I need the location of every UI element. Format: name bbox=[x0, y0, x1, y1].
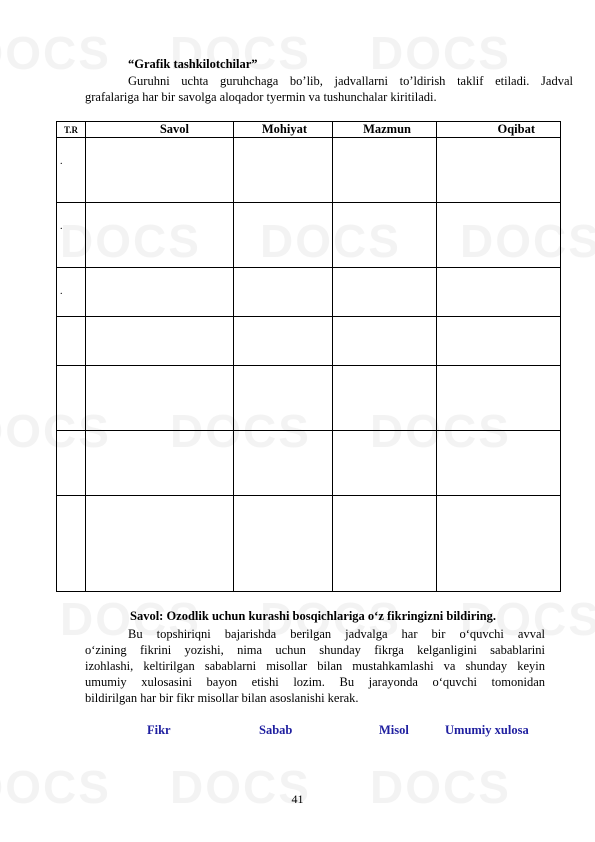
column-label-sabab: Sabab bbox=[259, 723, 293, 737]
row-number-cell: . bbox=[57, 138, 86, 203]
table-cell bbox=[333, 203, 437, 268]
table-cell bbox=[234, 138, 333, 203]
table-cell bbox=[437, 431, 561, 496]
table-cell bbox=[437, 138, 561, 203]
column-header-savol: Savol bbox=[86, 122, 234, 138]
watermark-text bbox=[370, 26, 511, 80]
terms-table bbox=[56, 121, 561, 592]
table-cell bbox=[234, 317, 333, 366]
table-cell bbox=[86, 496, 234, 592]
table-cell bbox=[86, 203, 234, 268]
intro-line: grafalariga har bir savolga aloqador tyermin va tushunchalar kiritiladi. bbox=[85, 90, 437, 104]
task-line: Bu topshiriqni bajarishda berilgan jadvalga har bir o‘quvchi avval bbox=[128, 627, 545, 641]
table-cell bbox=[333, 366, 437, 431]
table-cell bbox=[86, 431, 234, 496]
column-label-fikr: Fikr bbox=[147, 723, 171, 737]
column-header-mohiyat: Mohiyat bbox=[234, 122, 333, 138]
table-cell bbox=[234, 268, 333, 317]
column-label-umumiy-xulosa: Umumiy xulosa bbox=[445, 723, 529, 737]
table-cell bbox=[333, 317, 437, 366]
row-number-cell bbox=[57, 317, 86, 366]
table-row bbox=[57, 203, 561, 268]
section-heading: “Grafik tashkilotchilar” bbox=[128, 57, 258, 71]
table-cell bbox=[86, 268, 234, 317]
task-line: bildirilgan har bir fikr misollar bilan asoslanishi kerak. bbox=[85, 691, 359, 705]
table-row bbox=[57, 268, 561, 317]
table-header-row bbox=[57, 122, 561, 138]
intro-line: Guruhni uchta guruhchaga bo’lib, jadvallarni to’ldirish taklif etiladi. Jadval bbox=[128, 74, 573, 88]
table-cell bbox=[234, 431, 333, 496]
table-cell bbox=[437, 496, 561, 592]
column-header-tr: T.R bbox=[57, 122, 86, 138]
table-cell bbox=[333, 496, 437, 592]
column-label-misol: Misol bbox=[379, 723, 409, 737]
column-header-mazmun: Mazmun bbox=[333, 122, 437, 138]
table-cell bbox=[234, 496, 333, 592]
table-cell bbox=[437, 203, 561, 268]
table-cell bbox=[234, 203, 333, 268]
table-cell bbox=[437, 268, 561, 317]
table-row bbox=[57, 366, 561, 431]
task-line: izohlashi, keltirilgan sabablarni misollar bilan mustahkamlashi va shunday keyin bbox=[85, 659, 545, 673]
column-header-oqibat: Oqibat bbox=[437, 122, 561, 138]
table-cell bbox=[86, 317, 234, 366]
table-row bbox=[57, 138, 561, 203]
table-cell bbox=[86, 366, 234, 431]
task-line: o‘zining fikrini yozishi, nima uchun shunday fikrga kelganligini sabablarini bbox=[85, 643, 545, 657]
table-row bbox=[57, 431, 561, 496]
row-number-cell bbox=[57, 366, 86, 431]
page-number: 41 bbox=[291, 792, 304, 806]
table-cell bbox=[333, 268, 437, 317]
row-number-cell bbox=[57, 431, 86, 496]
watermark-text bbox=[0, 26, 111, 80]
table-row bbox=[57, 317, 561, 366]
table-cell bbox=[437, 366, 561, 431]
row-number-cell: . bbox=[57, 203, 86, 268]
table-row bbox=[57, 496, 561, 592]
table-cell bbox=[86, 138, 234, 203]
table-cell bbox=[333, 431, 437, 496]
table-cell bbox=[437, 317, 561, 366]
task-line: umumiy xulosasini bayon etishi lozim. Bu jarayonda o‘quvchi tomonidan bbox=[85, 675, 545, 689]
row-number-cell: . bbox=[57, 268, 86, 317]
row-number-cell bbox=[57, 496, 86, 592]
table-cell bbox=[333, 138, 437, 203]
task-paragraph bbox=[85, 626, 545, 706]
table-cell bbox=[234, 366, 333, 431]
question-heading: Savol: Ozodlik uchun kurashi bosqichlariga o‘z fikringizni bildiring. bbox=[130, 609, 497, 623]
intro-paragraph bbox=[85, 73, 573, 105]
